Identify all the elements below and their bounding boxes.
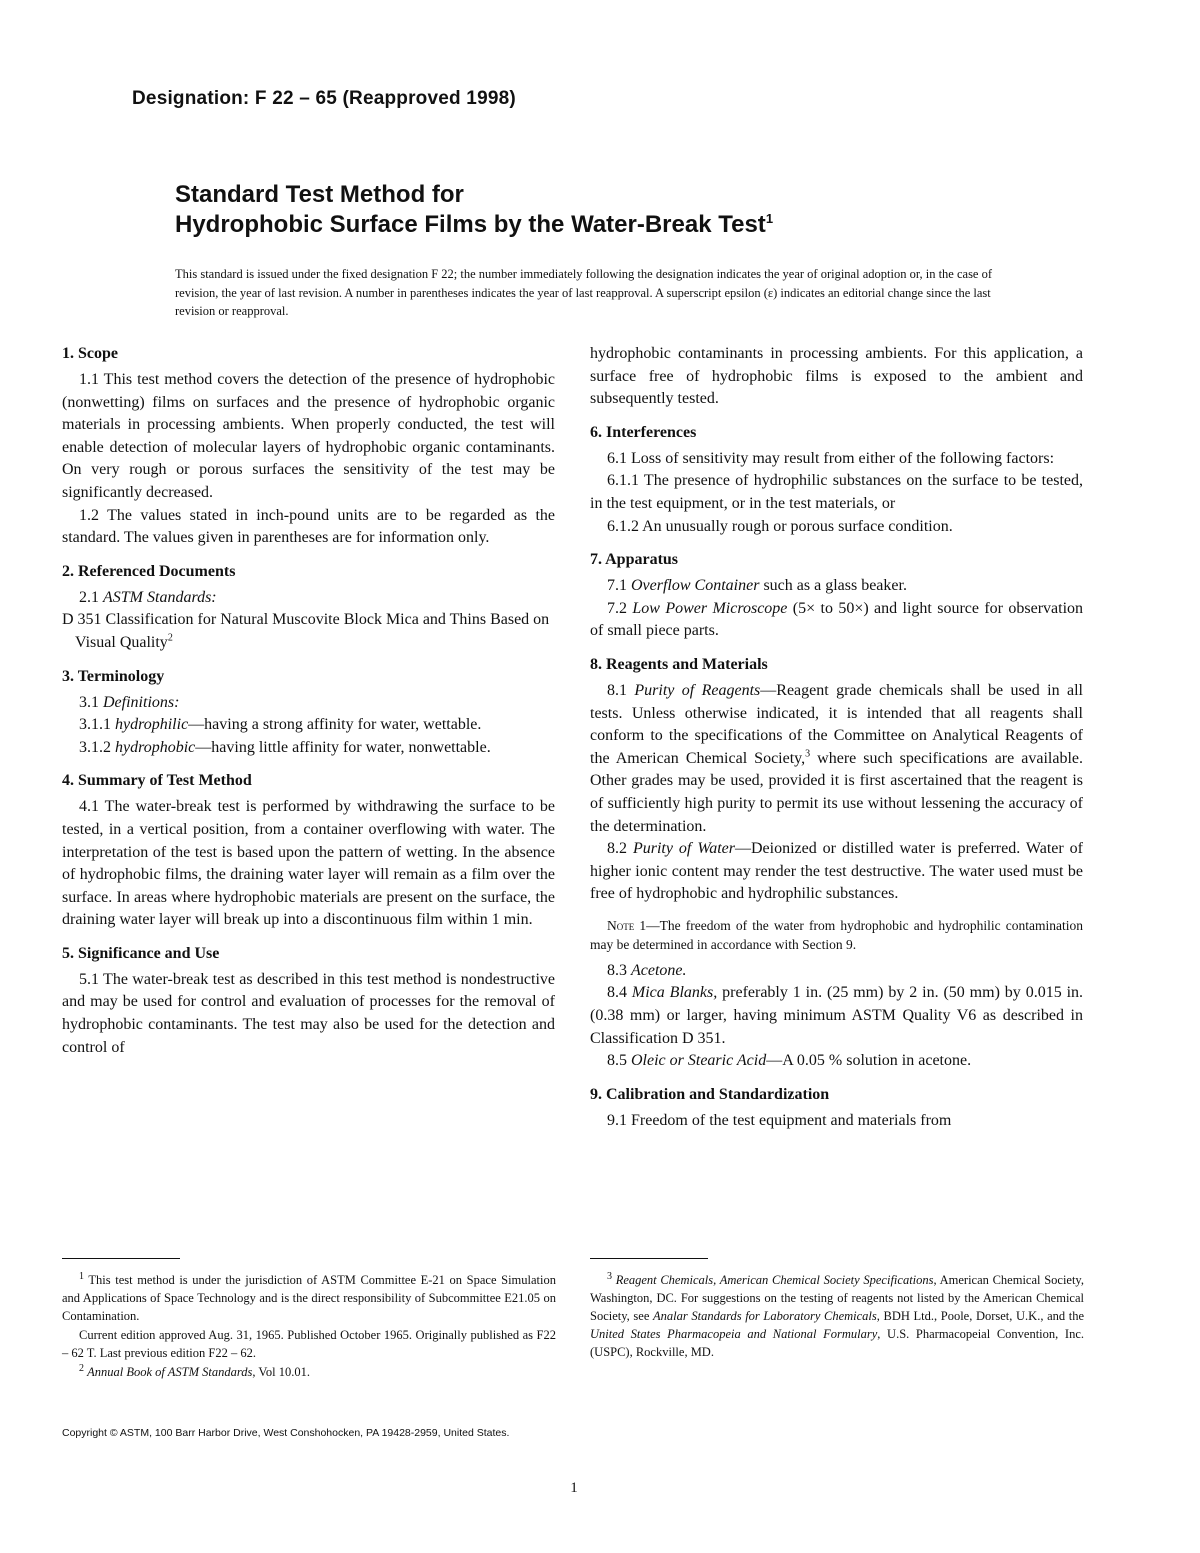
italic-term: United States Pharmacopeia and National Formulary xyxy=(590,1327,878,1341)
section-heading-terminology: 3. Terminology xyxy=(62,667,165,685)
italic-term: hydrophobic xyxy=(115,738,196,756)
paragraph-6-1-2: 6.1.2 An unusually rough or porous surface condition. xyxy=(607,517,953,535)
title-line-2 xyxy=(175,210,773,240)
italic-term: Reagent Chemicals, American Chemical Society Specifications xyxy=(615,1273,934,1287)
italic-term: Annual Book of ASTM Standards xyxy=(87,1365,253,1379)
paragraph-number: 8.2 xyxy=(607,840,627,858)
footnote-divider xyxy=(590,1258,708,1259)
paragraph-9-1: 9.1 Freedom of the test equipment and materials from xyxy=(607,1111,952,1129)
footnote-3 xyxy=(590,1271,1084,1361)
footnotes-right xyxy=(590,1271,1084,1362)
footnote-mark: 3 xyxy=(607,1270,612,1282)
section-heading-interferences: 6. Interferences xyxy=(590,423,697,441)
reference-d351 xyxy=(62,609,555,654)
definition-text: —having a strong affinity for water, wettable. xyxy=(188,716,482,734)
paragraph-6-1: 6.1 Loss of sensitivity may result from either of the following factors: xyxy=(607,449,1055,467)
paragraph-number: 3.1 xyxy=(79,693,99,711)
paragraph-8-3 xyxy=(590,960,1083,983)
footnote-1-edition: Current edition approved Aug. 31, 1965. Published October 1965. Originally published as F22 – 62 T. Last previous edition F22 – 62. xyxy=(62,1328,556,1360)
paragraph-text: —A 0.05 % solution in acetone. xyxy=(766,1052,972,1070)
italic-term: Low Power Microscope xyxy=(632,599,788,617)
italic-term: Definitions: xyxy=(103,693,180,711)
paragraph-7-2 xyxy=(590,598,1083,643)
reference-text: D 351 Classification for Natural Muscovite Block Mica and Thins Based on Visual Quality xyxy=(62,611,550,651)
paragraph-number: 2.1 xyxy=(79,588,99,606)
paragraph-number: 8.5 xyxy=(607,1052,627,1070)
italic-term: Overflow Container xyxy=(631,577,760,595)
paragraph-text: —Reagent grade chemicals shall be used in all tests. Unless otherwise indicated, it is intended that all reagents shall conform to the specifications of the Committee on Analytical Reagents of the American Chemical Society, xyxy=(590,681,1083,767)
footnote-2 xyxy=(62,1363,556,1381)
footnote-1 xyxy=(62,1271,556,1325)
section-heading-apparatus: 7. Apparatus xyxy=(590,551,679,569)
note-label: Note 1 xyxy=(607,917,647,933)
italic-term: ASTM Standards: xyxy=(103,588,217,606)
paragraph-number: 8.1 xyxy=(607,681,627,699)
document-title xyxy=(175,180,773,240)
right-column xyxy=(590,343,1083,1132)
footnote-text: This test method is under the jurisdiction of ASTM Committee E-21 on Space Simulation and Applications of Space Technology and is the direct responsibility of Subcommittee E21.05 on Contamination. xyxy=(62,1273,556,1323)
page-number: 1 xyxy=(570,1480,578,1496)
paragraph-number: 8.4 xyxy=(607,984,627,1002)
footnote-mark: 1 xyxy=(79,1270,84,1282)
copyright-notice: Copyright © ASTM, 100 Barr Harbor Drive, West Conshohocken, PA 19428-2959, United States. xyxy=(62,1427,510,1439)
footnote-mark: 2 xyxy=(167,632,173,644)
paragraph-5-1: 5.1 The water-break test as described in this test method is nondestructive and may be used for control and evaluation of processes for the removal of hydrophobic contaminants. The test may also be used for the detection and control of xyxy=(62,970,555,1056)
section-heading-summary: 4. Summary of Test Method xyxy=(62,772,252,790)
designation: Designation: F 22 – 65 (Reapproved 1998) xyxy=(132,88,516,109)
paragraph-8-4 xyxy=(590,982,1083,1050)
section-heading-referenced-documents: 2. Referenced Documents xyxy=(62,562,236,580)
italic-term: hydrophilic xyxy=(115,716,189,734)
paragraph-text: where such specifications are available. Other grades may be used, provided it is first ascertained that the reagent is of sufficiently high purity to permit its use without lessening the accuracy of the determination. xyxy=(590,749,1084,835)
section-heading-reagents: 8. Reagents and Materials xyxy=(590,655,768,673)
section-heading-scope: 1. Scope xyxy=(62,345,118,362)
paragraph-text: —Deionized or distilled water is preferred. Water of higher ionic content may render the test destructive. The water used must be free of hydrophobic and hydrophilic substances. xyxy=(590,840,1083,903)
section-heading-significance: 5. Significance and Use xyxy=(62,944,220,962)
footnote-text: , Vol 10.01. xyxy=(252,1365,310,1379)
section-heading-calibration: 9. Calibration and Standardization xyxy=(590,1085,830,1103)
paragraph-8-1 xyxy=(590,680,1083,838)
footnote-mark: 2 xyxy=(79,1362,84,1374)
paragraph-1-2: 1.2 The values stated in inch-pound units are to be regarded as the standard. The values given in parentheses are for information only. xyxy=(62,506,555,547)
footnote-divider xyxy=(62,1258,180,1259)
italic-term: Mica Blanks, xyxy=(631,984,718,1002)
footnotes-left xyxy=(62,1271,556,1382)
definition-text: —having little affinity for water, nonwettable. xyxy=(195,738,491,756)
paragraph-number: 3.1.2 xyxy=(79,738,111,756)
italic-term: Analar Standards for Laboratory Chemicals xyxy=(653,1309,877,1323)
paragraph-8-5 xyxy=(590,1050,1083,1073)
title-text: Hydrophobic Surface Films by the Water-Break Test xyxy=(175,211,766,238)
note-1 xyxy=(590,916,1083,954)
title-line-1: Standard Test Method for xyxy=(175,181,464,208)
paragraph-text: such as a glass beaker. xyxy=(763,577,907,595)
note-text: —The freedom of the water from hydrophobic and hydrophilic contamination may be determined in accordance with Section 9. xyxy=(590,917,1084,952)
italic-term: Oleic or Stearic Acid xyxy=(631,1052,767,1070)
title-footnote-mark: 1 xyxy=(765,211,774,226)
paragraph-3-1-2 xyxy=(62,737,555,760)
italic-term: Acetone. xyxy=(631,961,687,979)
italic-term: Purity of Reagents xyxy=(634,681,761,699)
paragraph-5-1-continued: hydrophobic contaminants in processing ambients. For this application, a surface free of hydrophobic films is exposed to the ambient and subsequently tested. xyxy=(590,345,1083,408)
paragraph-number: 7.1 xyxy=(607,577,627,595)
paragraph-3-1-1 xyxy=(62,714,555,737)
paragraph-7-1 xyxy=(590,575,1083,598)
footnote-text: , American Chemical Society, Washington, DC. For suggestions on the testing of reagents not listed by the American Chemical Society, see xyxy=(590,1273,1084,1323)
paragraph-4-1: 4.1 The water-break test is performed by withdrawing the surface to be tested, in a vertical position, from a container overflowing with water. The interpretation of the test is based upon the pattern of wetting. In the absence of hydrophobic films, the draining water layer will remain as a film over the surface. In areas where hydrophobic materials are present on the surface, the draining water layer will break up into a discontinuous film within 1 min. xyxy=(62,798,555,929)
paragraph-text: preferably 1 in. (25 mm) by 2 in. (50 mm) by 0.015 in. (0.38 mm) or larger, having minimum ASTM Quality V6 as described in Classification D 351. xyxy=(590,984,1084,1047)
paragraph-text: (5× to 50×) and light source for observation of small piece parts. xyxy=(590,599,1084,640)
left-column xyxy=(62,343,555,1059)
paragraph-8-2 xyxy=(590,838,1083,906)
paragraph-number: 3.1.1 xyxy=(79,716,111,734)
paragraph-1-1: 1.1 This test method covers the detection of the presence of hydrophobic (nonwetting) films on surfaces and the presence of hydrophobic organic materials in processing ambients. When properly conducted, the test will enable detection of molecular layers of hydrophobic organic contaminants. On very rough or porous surfaces the sensitivity of the test may be significantly decreased. xyxy=(62,371,555,501)
footnote-text: , U.S. Pharmacopeial Convention, Inc. (USPC), Rockville, MD. xyxy=(590,1327,1084,1359)
italic-term: Purity of Water xyxy=(632,840,735,858)
footnote-mark: 3 xyxy=(805,748,811,760)
footnote-text: , BDH Ltd., Poole, Dorset, U.K., and the xyxy=(876,1309,1085,1323)
issue-note: This standard is issued under the fixed designation F 22; the number immediately following the designation indicates the year of original adoption or, in the case of revision, the year of last revision. A number in parentheses indicates the year of last reapproval. A superscript epsilon (ε) indicates an editorial change since the last revision or reapproval. xyxy=(175,267,993,318)
paragraph-2-1 xyxy=(62,587,555,610)
paragraph-3-1 xyxy=(62,692,555,715)
paragraph-number: 7.2 xyxy=(607,599,627,617)
paragraph-6-1-1: 6.1.1 The presence of hydrophilic substances on the surface to be tested, in the test equipment, or in the test materials, or xyxy=(590,472,1083,512)
paragraph-number: 8.3 xyxy=(607,961,627,979)
